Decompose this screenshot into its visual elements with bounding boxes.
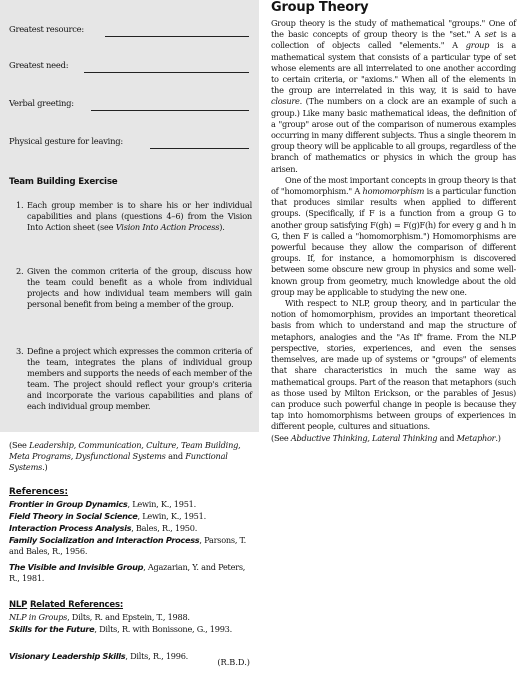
- nlp-references-heading: NLP Related References:: [9, 600, 124, 610]
- verbal-greeting-field[interactable]: [9, 98, 252, 112]
- author-signature: (R.B.D.): [217, 657, 250, 667]
- greatest-need-blank[interactable]: [84, 72, 249, 73]
- physical-gesture-label: Physical gesture for leaving:: [9, 136, 123, 146]
- greatest-need-field[interactable]: [9, 60, 252, 74]
- references-heading: References:: [9, 487, 69, 497]
- reference-item: Field Theory in Social Science, Lewin, K., 1951.: [9, 511, 206, 521]
- greatest-need-label: Greatest need:: [9, 60, 69, 70]
- verbal-greeting-label: Verbal greeting:: [9, 98, 74, 108]
- reference-item: The Visible and Invisible Group, Agazarian, Y. and Peters, R., 1981.: [9, 562, 246, 583]
- group-theory-paragraph-2: One of the most important concepts in group theory is that of "homomorphism." A homomorphism is a particular function that produces similar results when applied to different groups. (Specifically, if F is a function from a group G to another group satisfying F(gh) = F(g)F(h) for every g and h in G, then F is called a "homomorphism.") Homomorphisms are powerful because they allow the comparison of different groups. If, for instance, a homomorphism is discovered between some obscure new group in physics and some well-known group from geometry, much knowledge about the old group may be applicable to studying the new one.: [271, 174, 516, 297]
- reference-item: Family Socialization and Interaction Process, Parsons, T. and Bales, R., 1956.: [9, 535, 246, 556]
- see-also-left: (See Leadership, Communication, Culture, Team Building, Meta Programs, Dysfunctional Systems and Functional Systems.): [9, 440, 241, 472]
- see-also-right: (See Abductive Thinking, Lateral Thinking and Metaphor.): [271, 432, 501, 443]
- cross-reference-link[interactable]: Vision Into Action Process: [115, 221, 220, 232]
- see-also-link-last[interactable]: Metaphor: [456, 432, 496, 443]
- greatest-resource-field[interactable]: [9, 24, 252, 38]
- nlp-reference-item: NLP in Groups, Dilts, R. and Epstein, T., 1988.: [9, 612, 190, 622]
- greatest-resource-label: Greatest resource:: [9, 24, 84, 34]
- reference-item: Interaction Process Analysis, Bales, R., 1950.: [9, 523, 198, 533]
- physical-gesture-field[interactable]: [9, 136, 252, 150]
- greatest-resource-blank[interactable]: [105, 36, 249, 37]
- nlp-reference-item: Visionary Leadership Skills, Dilts, R., 1996.: [9, 651, 189, 661]
- physical-gesture-blank[interactable]: [150, 148, 249, 149]
- left-column: Greatest resource: Greatest need: Verbal greeting: Physical gesture for leaving: Team Building Exercise 1. Each group member is to share his or her individual capabilities and plans (questions 4–6) from the Vision Into Action sheet (see Vision Into Action Process). 2. Given the common criteria of the group, discuss how the team could benefit as a whole from individual projects and how individual team members will gain personal benefit from being a member of the group. 3. Define a project which expresses the common criteria of the team, integrates the plans of individual group members and supports the needs of each member of the team. The project should reflect your group's criteria and incorporate the various capabilities and plans of each individual group member. (See Leadership, Communication, Culture, Team Building, Meta Programs, Dysfunctional Systems and Functional Systems.) References: Frontier in Group Dynamics, Lewin, K., 1951. Field Theory in Social Science, Lewin, K., 1951. Interaction Process Analysis, Bales, R., 1950. Family Socialization and Interaction Process, Parsons, T. and Bales, R., 1956. The Visible and Invisible Group, Agazarian, Y. and Peters, R., 1981. NLP Related References: NLP in Groups, Dilts, R. and Epstein, T., 1988. Skills for the Future, Dilts, R. with Bonissone, G., 1993. Visionary Leadership Skills, Dilts, R., 1996. (R.B.D.): [0, 0, 259, 689]
- see-also-link-last[interactable]: Functional Systems: [9, 450, 228, 472]
- team-building-title: Team Building Exercise: [9, 177, 118, 187]
- group-theory-title: Group Theory: [271, 0, 369, 15]
- see-also-links[interactable]: Leadership, Communication, Culture, Team Building, Meta Programs, Dysfunctional Systems: [9, 440, 241, 461]
- group-theory-paragraph-1: Group theory is the study of mathematical "groups." One of the basic concepts of group theory is the "set." A set is a collection of objects called "elements." A group is a mathematical system that consists of a particular type of set whose elements are all interrelated to one another according to certain criteria, or "axioms." When all of the elements in the group are interrelated in this way, it is said to have closure. (The numbers on a clock are an example of such a group.) Like many basic mathematical ideas, the definition of a "group" arose out of the comparison of numerous examples occurring in many different subjects. Thus a single theorem in group theory will be applicable to all groups, regardless of the branch of mathematics or physics in which the group has arisen.: [271, 18, 516, 174]
- group-theory-paragraph-3: With respect to NLP, group theory, and in particular the notion of homomorphism, provides an important theoretical basis from which to understand and map the structure of metaphors, analogies and the "As If" frame. From the NLP perspective, stories, experiences, and even the senses themselves, are made up of systems or "groups" of elements that share characteristics in much the same way as mathematical groups. Part of the reason that metaphors (such as those used by Milton Erickson, or the parables of Jesus) can produce such powerful change in people is because they tap into homomorphisms between groups of experiences in different people, cultures and situations.: [271, 298, 516, 432]
- verbal-greeting-blank[interactable]: [91, 110, 249, 111]
- see-also-links[interactable]: Abductive Thinking, Lateral Thinking: [290, 432, 438, 443]
- group-theory-body: [271, 18, 516, 444]
- nlp-reference-item: Skills for the Future, Dilts, R. with Bonissone, G., 1993.: [9, 624, 232, 634]
- reference-item: Frontier in Group Dynamics, Lewin, K., 1951.: [9, 499, 196, 509]
